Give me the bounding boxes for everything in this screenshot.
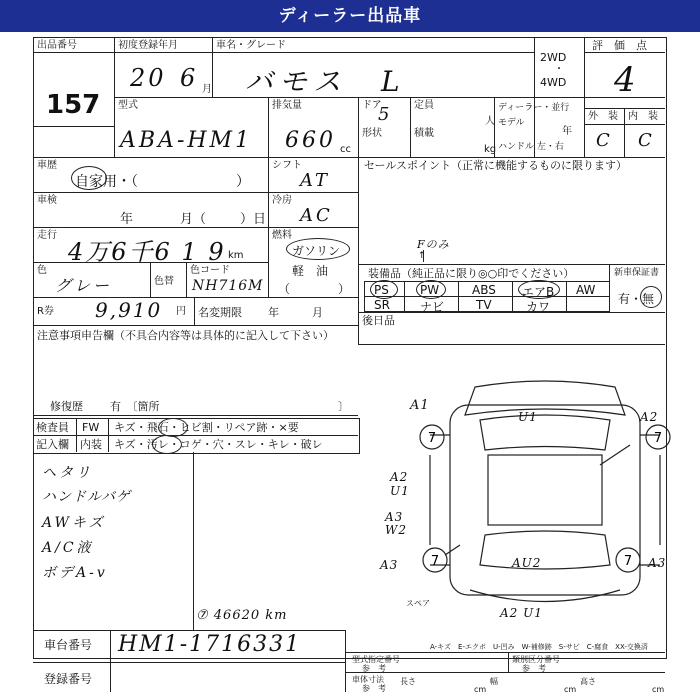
mileage-unit: km	[228, 250, 244, 261]
load-unit: kg	[484, 144, 497, 155]
later-label: 後日品	[362, 314, 395, 327]
diagram-mark-a3-rear-left: A3	[380, 558, 399, 572]
odometer-note: ⑦ 46620 km	[196, 608, 288, 623]
type-spec-ref: 参 考	[362, 664, 386, 673]
ac-value: AC	[300, 205, 333, 226]
first-reg-label: 初度登録年月	[118, 40, 178, 51]
chassis-value: HM1-1716331	[118, 632, 302, 657]
history-label: 車歴	[37, 160, 57, 171]
warranty-label: 新車保証書	[614, 268, 660, 278]
dim-width: 幅	[490, 677, 498, 686]
diagram-mark-a3-side: A3	[385, 510, 404, 524]
equip-pw: PW	[420, 283, 440, 297]
diagram-circle-rl: 7	[430, 554, 440, 569]
first-reg-month-unit: 月	[202, 84, 212, 95]
equip-ps: PS	[374, 283, 389, 297]
color-change-label: 色替	[154, 276, 174, 287]
name-change-label: 名変期限	[198, 306, 242, 319]
inspection-items1: キズ・飛石・ヒビ割・リペア跡・×要	[114, 421, 299, 434]
ext-grade: C	[596, 130, 613, 151]
diagram-circle-fr: 7	[653, 431, 663, 446]
doors-label: ドア	[362, 100, 382, 111]
color-code-label: 色コード	[190, 265, 230, 276]
dim-height: 高さ	[580, 677, 596, 686]
diagram-circle-fl: 7	[427, 431, 437, 446]
repair-label: 修復歴	[50, 400, 83, 413]
hand-note-1: ヘタリ	[42, 465, 93, 481]
name-change-month: 月	[312, 306, 323, 319]
equip-airbag: エアB	[522, 285, 555, 299]
shift-label: シフト	[272, 160, 302, 171]
color-label: 色	[37, 265, 47, 276]
drive-dot: ・	[554, 64, 564, 75]
fuel-circle	[286, 238, 350, 260]
displacement-unit: cc	[340, 144, 351, 155]
load-label: 積載	[414, 128, 434, 139]
fuel-diesel: 軽 油	[292, 264, 329, 278]
history-value: 自家用・（ ）	[75, 174, 250, 190]
hand-note-5: ボデA-v	[42, 565, 108, 581]
dealer-label: ディーラー・並行	[498, 103, 570, 113]
recycle-value: 9,910	[95, 298, 163, 322]
doors-value: 5	[378, 104, 393, 125]
inspection-label1: 検査員	[36, 421, 69, 434]
hand-note-4: A/C液	[42, 540, 94, 556]
diagram-mark-u1-side: U1	[390, 484, 410, 498]
diagram-mark-au2: AU2	[512, 556, 542, 570]
diagram-mark-a2u1-bottom: A2 U1	[500, 606, 543, 620]
mileage-value: 4万6千6 1 9	[68, 238, 226, 266]
chassis-label: 車台番号	[44, 638, 93, 652]
auction-sheet: ディーラー出品車 出品番号 157 初度登録年月 20 6 月 車名・グレード バモス L 2WD ・ 4WD 評 価 点 4 型式 ABA-HM1 排気量 660 cc ドア 5 定員 人 形状 積載 kg ディーラー・並行 モデル 年 ハンドル 左・右 外 装 内 装 C C 車歴 自家用・（ ） シフト AT 車検 年 月（ ）日 冷房 AC 走行 4万6千6 1 9 km 燃料 ガソリン 軽 油 （ ） 色 グレー 色替 色コード NH716M R券 9,910 円 名変期限 年 月 注意事項申告欄（不具合内容等は具体的に記入して下さい） 修復歴 有 〔箇所 〕 セールスポイント（正常に機能するものに限ります） Fのみ ↑ 装備品（純正品に限り◎○印でください） 新車保証書 有・無 PS PW ABS エアB AW SR ナビ TV カワ 後日品 検査員 記入欄 FW 内装 キズ・飛石・ヒビ割・リペア跡・×要 キズ・汚レ・コゲ・穴・スレ・キレ・破レ ヘタリ ハンドルバゲ AWキズ A/C液 ボデA-v ⑦ 46620 km 7 7 7 7 A1 A2 U1 A2 U1 A3 W2 A3 AU2 A3 A2 U1 スペア A-キズ E-エクボ U-凹み W-補修跡 S-サビ C-腐食 XX-交換済 車台番号 HM1-1716331 登録番号 型式指定番号 参 考 類別区分番号 参 考 車体寸法 参 考 長さ cm 幅 cm 高さ cm	[0, 0, 700, 700]
first-reg-year: 20	[130, 64, 167, 92]
shaken-month: 月（	[180, 212, 207, 227]
equip-abs: ABS	[472, 283, 496, 297]
drive-2wd: 2WD	[540, 51, 567, 64]
diagram-mark-a3-rear-right: A3	[648, 556, 667, 570]
color-code: NH716M	[192, 278, 264, 294]
capacity-label: 定員	[414, 100, 434, 111]
lot-label: 出品番号	[37, 40, 77, 51]
sales-point-label: セールスポイント（正常に機能するものに限ります）	[364, 159, 628, 172]
model-value: ABA-HM1	[120, 128, 253, 153]
diagram-mark-a2: A2	[640, 410, 659, 424]
dim-length: 長さ	[400, 677, 416, 686]
shaken-year: 年	[120, 212, 134, 227]
capacity-unit: 人	[485, 116, 495, 127]
dealer-model-year: モデル	[498, 118, 525, 128]
hand-note-3: AWキズ	[42, 515, 106, 531]
recycle-unit: 円	[176, 306, 186, 317]
displacement-value: 660	[285, 128, 336, 153]
history-circle	[71, 166, 107, 190]
shape-label: 形状	[362, 128, 382, 139]
dealer-handle: ハンドル 左・右	[498, 142, 564, 152]
dealer-year-unit: 年	[562, 126, 572, 137]
dim-label: 車体寸法	[352, 675, 384, 684]
shaken-label: 車検	[37, 195, 57, 206]
mileage-label: 走行	[37, 230, 57, 241]
diagram-mark-a1: A1	[410, 398, 430, 413]
dim-ref: 参 考	[362, 684, 386, 693]
diagram-mark-u1: U1	[518, 410, 538, 424]
ext-label: 外 装	[588, 111, 618, 122]
shift-value: AT	[300, 170, 331, 191]
lot-number: 157	[46, 90, 101, 120]
warranty-circle	[640, 286, 662, 308]
notes-label: 注意事項申告欄（不具合内容等は具体的に記入して下さい）	[37, 329, 334, 342]
car-name-value: バモス L	[245, 65, 406, 98]
inspection-items2: キズ・汚レ・コゲ・穴・スレ・キレ・破レ	[114, 438, 323, 451]
fuel-paren: （ ）	[278, 282, 351, 296]
diagram-circle-rr: 7	[623, 554, 633, 569]
dim-length-unit: cm	[474, 685, 487, 694]
class-label: 類別区分番号	[512, 655, 560, 664]
inspection-cat1: FW	[82, 421, 100, 434]
header-title: ディーラー出品車	[0, 0, 700, 32]
grade-label: 評 価 点	[592, 39, 647, 52]
inspection-cat2: 内装	[80, 438, 102, 451]
recycle-label: R券	[37, 306, 54, 317]
grade-value: 4	[614, 60, 639, 100]
type-spec-label: 型式指定番号	[352, 655, 400, 664]
fuel-gas: ガソリン	[292, 244, 341, 258]
ac-label: 冷房	[272, 195, 292, 206]
dim-width-unit: cm	[564, 685, 577, 694]
shaken-day: ）日	[240, 212, 267, 227]
model-label: 型式	[118, 100, 138, 111]
equip-navi: ナビ	[420, 300, 445, 314]
spare-label: スペア	[406, 599, 430, 608]
equip-sr: SR	[374, 298, 390, 312]
class-ref: 参 考	[522, 664, 546, 673]
damage-legend: A-キズ E-エクボ U-凹み W-補修跡 S-サビ C-腐食 XX-交換済	[430, 643, 648, 651]
reg-number-label: 登録番号	[44, 672, 93, 686]
warranty-value: 有・無	[618, 292, 655, 306]
dim-height-unit: cm	[652, 685, 665, 694]
repair-value: 有 〔箇所	[110, 400, 160, 413]
first-reg-month: 6	[180, 64, 199, 92]
diagram-mark-a2-side: A2	[390, 470, 409, 484]
repair-close: 〕	[338, 400, 349, 413]
hand-note-2: ハンドルバゲ	[42, 489, 132, 505]
equip-leather: カワ	[526, 300, 551, 314]
drive-4wd: 4WD	[540, 76, 567, 89]
displacement-label: 排気量	[272, 100, 302, 111]
equip-tv: TV	[476, 298, 492, 312]
name-change-year: 年	[268, 306, 279, 319]
car-name-label: 車名・グレード	[216, 40, 286, 51]
equipment-annotation: Fのみ	[417, 238, 450, 251]
int-label: 内 装	[628, 111, 658, 122]
color-value: グレー	[55, 276, 113, 295]
equip-aw: AW	[576, 283, 596, 297]
equipment-label: 装備品（純正品に限り◎○印でください）	[368, 267, 575, 280]
fuel-label: 燃料	[272, 230, 292, 241]
inspection-label2: 記入欄	[36, 438, 69, 451]
diagram-mark-w2-side: W2	[385, 523, 407, 537]
int-grade: C	[638, 130, 655, 151]
